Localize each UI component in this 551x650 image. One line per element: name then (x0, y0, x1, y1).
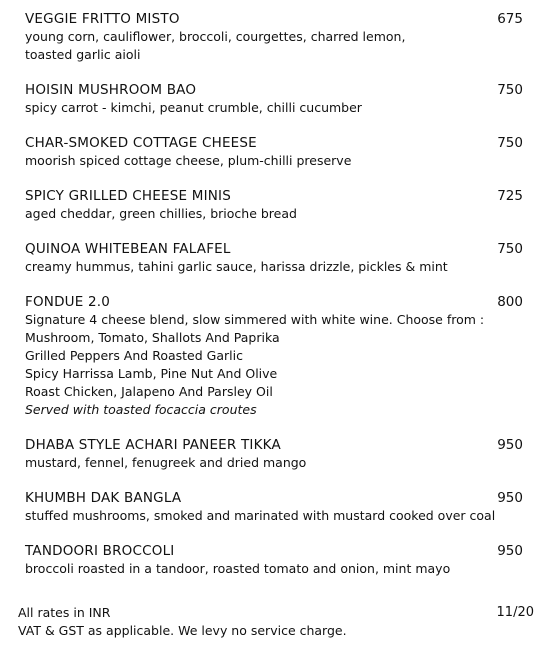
item-name: QUINOA WHITEBEAN FALAFEL (25, 241, 231, 257)
item-price: 675 (497, 11, 523, 27)
item-description: toasted garlic aioli (25, 47, 141, 62)
footer-rates: All rates in INR (18, 605, 111, 620)
menu-item (25, 542, 525, 578)
item-name: KHUMBH DAK BANGLA (25, 490, 182, 506)
item-description: Grilled Peppers And Roasted Garlic (25, 348, 243, 363)
item-description: spicy carrot - kimchi, peanut crumble, chilli cucumber (25, 100, 362, 115)
item-price: 950 (497, 490, 523, 506)
item-price: 950 (497, 543, 523, 559)
item-description: aged cheddar, green chillies, brioche bread (25, 206, 297, 221)
item-description: Signature 4 cheese blend, slow simmered with white wine. Choose from : (25, 312, 485, 327)
page-number: 11/20 (496, 605, 534, 620)
item-name: SPICY GRILLED CHEESE MINIS (25, 188, 232, 204)
menu-item (25, 436, 525, 472)
item-price: 750 (497, 135, 523, 151)
item-note: Served with toasted focaccia croutes (25, 402, 257, 417)
item-description: stuffed mushrooms, smoked and marinated with mustard cooked over coal (25, 508, 496, 523)
menu-list (25, 10, 525, 578)
item-price: 725 (497, 188, 523, 204)
item-name: HOISIN MUSHROOM BAO (25, 82, 197, 98)
menu-item (25, 293, 525, 419)
item-name: VEGGIE FRITTO MISTO (25, 11, 180, 27)
menu-item (25, 240, 525, 276)
item-name: CHAR-SMOKED COTTAGE CHEESE (25, 135, 257, 151)
item-price: 750 (497, 241, 523, 257)
menu-item (25, 489, 525, 525)
item-description: Mushroom, Tomato, Shallots And Paprika (25, 330, 280, 345)
menu-item (25, 81, 525, 117)
menu-item (25, 10, 525, 64)
item-name: FONDUE 2.0 (25, 294, 111, 310)
item-price: 750 (497, 82, 523, 98)
item-price: 950 (497, 437, 523, 453)
footer (18, 604, 534, 640)
item-price: 800 (497, 294, 523, 310)
item-description: mustard, fennel, fenugreek and dried mango (25, 455, 307, 470)
menu-item (25, 187, 525, 223)
item-description: broccoli roasted in a tandoor, roasted tomato and onion, mint mayo (25, 561, 451, 576)
item-description: moorish spiced cottage cheese, plum-chilli preserve (25, 153, 352, 168)
item-description: Roast Chicken, Jalapeno And Parsley Oil (25, 384, 273, 399)
item-description: young corn, cauliflower, broccoli, courgettes, charred lemon, (25, 29, 406, 44)
footer-tax-note: VAT & GST as applicable. We levy no service charge. (18, 623, 347, 638)
menu-item (25, 134, 525, 170)
item-description: Spicy Harrissa Lamb, Pine Nut And Olive (25, 366, 278, 381)
item-name: TANDOORI BROCCOLI (25, 543, 175, 559)
item-description: creamy hummus, tahini garlic sauce, harissa drizzle, pickles & mint (25, 259, 448, 274)
item-name: DHABA STYLE ACHARI PANEER TIKKA (25, 437, 281, 453)
